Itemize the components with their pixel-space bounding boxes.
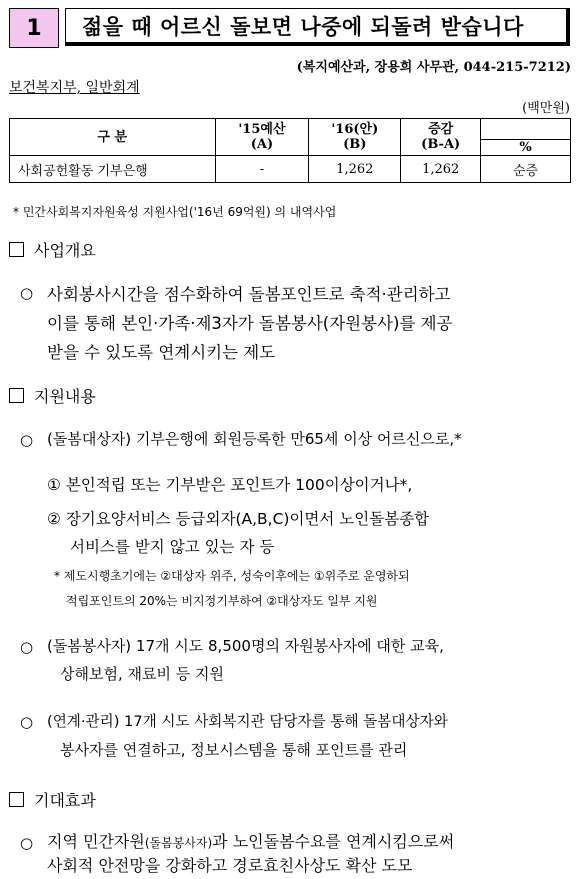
checkbox-square-icon	[9, 242, 24, 257]
support-item-linkage-line2: 봉사자를 연결하고, 정보시스템을 통해 포인트를 관리	[60, 741, 408, 759]
header-2015	[215, 119, 309, 156]
header-diff-label: 증감	[428, 122, 454, 137]
support-sub-1: ① 본인적립 또는 기부받은 포인트가 100이상이거나*,	[47, 476, 413, 494]
overview-line-3: 받을 수 있도록 연계시키는 제도	[47, 343, 276, 362]
section-effect-heading	[9, 788, 96, 811]
overview-line-2: 이를 통해 본인·가족·제3자가 돌봄봉사(자원봉사)를 제공	[47, 314, 453, 333]
row-label: 사회공헌활동 기부은행	[10, 156, 216, 183]
table-header-row	[10, 119, 571, 140]
contact-info: (복지예산과, 장용희 사무관, 044-215-7212)	[296, 60, 571, 75]
support-note-line1: * 제도시행초기에는 ②대상자 위주, 성숙이후에는 ①위주로 운영하되	[54, 569, 410, 583]
checkbox-square-icon	[9, 792, 24, 807]
effect-line-1a: 지역 민간자원	[47, 832, 145, 851]
support-item-volunteers-line1: (돌봄봉사자) 17개 시도 8,500명의 자원봉사자에 대한 교육,	[47, 637, 444, 655]
page-title: 젊을 때 어르신 돌보면 나중에 되돌려 받습니다	[65, 8, 570, 46]
row-pct: 순증	[481, 156, 571, 183]
circle-bullet-icon: ○	[20, 431, 34, 449]
effect-line-1-small: (돌봄봉사자)	[144, 836, 213, 850]
overview-line-1: 사회봉사시간을 점수화하여 돌봄포인트로 축적·관리하고	[47, 285, 451, 304]
support-sub-2-line2: 서비스를 받지 않고 있는 자 등	[70, 538, 275, 556]
support-item-recipients: (돌봄대상자) 기부은행에 회원등록한 만65세 이상 어르신으로,*	[47, 430, 462, 448]
organization-label: 보건복지부, 일반회계	[9, 80, 140, 96]
header-2016-sub: (B)	[343, 137, 367, 152]
row-diff: 1,262	[401, 156, 481, 183]
effect-line-1b: 과 노인돌봄수요를 연계시킴으로써	[212, 832, 455, 851]
section-overview-heading	[9, 238, 96, 261]
section-number: 1	[9, 8, 59, 48]
section-title: 기대효과	[34, 791, 96, 810]
section-title: 사업개요	[34, 241, 96, 260]
checkbox-square-icon	[9, 388, 24, 403]
title-bar	[9, 8, 571, 48]
row-2016: 1,262	[309, 156, 401, 183]
section-title: 지원내용	[34, 387, 96, 406]
header-gubun: 구 분	[10, 119, 216, 156]
table-footnote: * 민간사회복지자원육성 지원사업('16년 69억원) 의 내역사업	[13, 205, 337, 219]
header-pct-blank	[481, 119, 571, 140]
circle-bullet-icon: ○	[20, 638, 34, 656]
table-row	[10, 156, 571, 183]
circle-bullet-icon: ○	[20, 834, 34, 852]
header-pct: %	[481, 140, 571, 156]
unit-label: (백만원)	[522, 101, 570, 116]
support-item-volunteers-line2: 상해보험, 재료비 등 지원	[60, 665, 224, 683]
circle-bullet-icon: ○	[20, 284, 34, 302]
support-sub-2-line1: ② 장기요양서비스 등급외자(A,B,C)이면서 노인돌봄종합	[47, 510, 430, 528]
section-support-heading	[9, 384, 96, 407]
support-note-line2: 적립포인트의 20%는 비지정기부하여 ②대상자도 일부 지원	[66, 594, 378, 608]
circle-bullet-icon: ○	[20, 713, 34, 731]
row-2015: -	[215, 156, 309, 183]
header-2015-label: '15예산	[238, 122, 286, 137]
effect-line-2: 사회적 안전망을 강화하고 경로효친사상도 확산 도모	[47, 856, 413, 875]
header-diff	[401, 119, 481, 156]
header-2016-label: '16(안)	[331, 122, 379, 137]
header-diff-sub: (B-A)	[421, 137, 461, 152]
header-2015-sub: (A)	[250, 137, 274, 152]
support-item-linkage-line1: (연계·관리) 17개 시도 사회복지관 담당자를 통해 돌봄대상자와	[47, 713, 448, 730]
header-2016	[309, 119, 401, 156]
budget-table	[9, 118, 571, 183]
